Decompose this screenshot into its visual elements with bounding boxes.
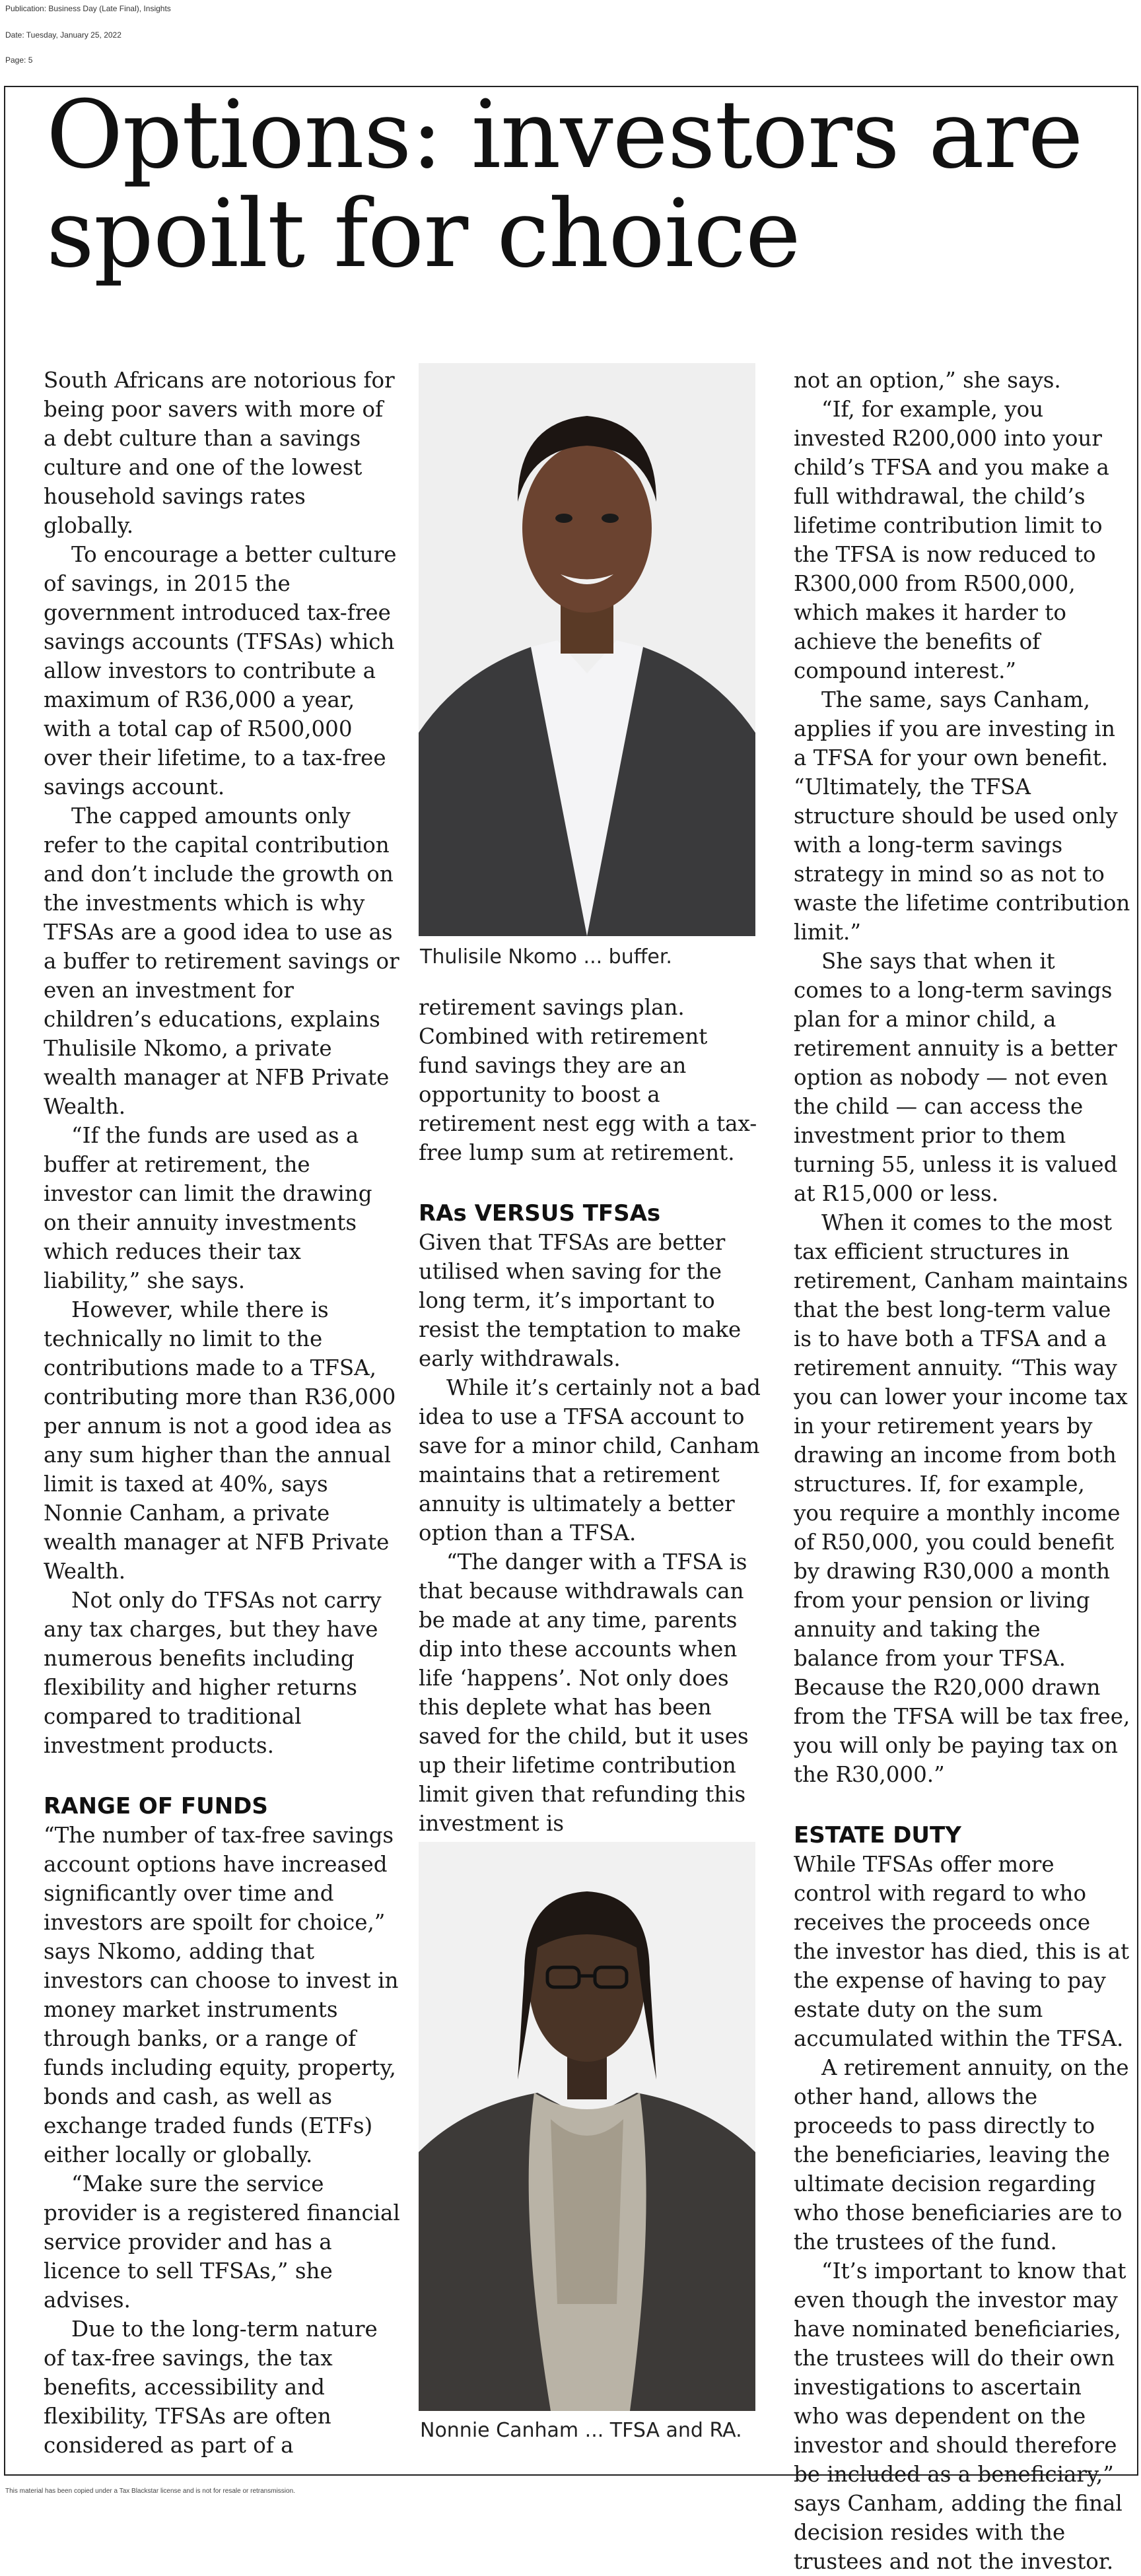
photo-thulisile-nkomo — [419, 363, 755, 936]
paragraph: While it’s certainly not a bad idea to use a TFSA account to save for a minor child, Canham maintains that a retirement annuity is ultimately a better option than a TFSA. — [419, 1375, 761, 1545]
article-column-2 — [419, 993, 762, 1838]
copyright-notice: This material has been copied under a Tax Blackstar license and is not for resale or retransmission. — [5, 2488, 295, 2495]
article-column-3 — [794, 366, 1130, 2576]
paragraph: Given that TFSAs are better utilised when saving for the long term, it’s important to resist the temptation to make early withdrawals. — [419, 1230, 742, 1371]
headline-line-2: spoilt for choice — [46, 180, 800, 288]
paragraph: retirement savings plan. Combined with retirement fund savings they are an opportunity to boost a retirement nest egg with a tax-free lump sum at retirement. — [419, 995, 757, 1165]
paragraph: She says that when it comes to a long-term savings plan for a minor child, a retirement annuity is a better option as nobody — not even the child — can access the investment prior to them turning 55, unless it is valued at R15,000 or less. — [794, 949, 1118, 1206]
paragraph: South Africans are notorious for being poor savers with more of a debt culture than a savings culture and one of the lowest household savings rates globally. — [44, 368, 395, 538]
paragraph: “The danger with a TFSA is that because withdrawals can be made at any time, parents dip into these accounts when life ‘happens’. Not only does this deplete what has been saved for the child, but it uses up their lifetime contribution limit given that refunding this investment is — [419, 1549, 749, 1836]
headline-line-1: Options: investors are — [46, 81, 1083, 189]
photo-caption-nkomo: Thulisile Nkomo ... buffer. — [420, 945, 672, 968]
paragraph: A retirement annuity, on the other hand, allows the proceeds to pass directly to the beneficiaries, leaving the ultimate decision regarding who those beneficiaries are to the trustees of the fund. — [794, 2055, 1129, 2254]
paragraph: To encourage a better culture of savings, in 2015 the government introduced tax-free savings accounts (TFSAs) which allow investors to contribute a maximum of R36,000 a year, with a total cap of R500,000 over their lifetime, to a tax-free savings account. — [44, 542, 397, 799]
subheading-range-of-funds: RANGE OF FUNDS — [44, 1793, 268, 1819]
paragraph: The capped amounts only refer to the capital contribution and don’t include the growth on the investments which is why TFSAs are a good idea to use as a buffer to retirement savings or even an investment for children’s educations, explains Thulisile Nkomo, a private wealth manager at NFB Private Wealth. — [44, 803, 399, 1119]
subheading-ras-versus-tfsas: RAs VERSUS TFSAs — [419, 1200, 661, 1227]
photo-caption-canham: Nonnie Canham ... TFSA and RA. — [420, 2419, 742, 2442]
page-label: Page: 5 — [5, 55, 33, 65]
publication-label: Publication: Business Day (Late Final), Insights — [5, 4, 171, 13]
photo-nonnie-canham — [419, 1842, 755, 2411]
article-column-1 — [44, 366, 400, 2460]
paragraph: When it comes to the most tax efficient structures in retirement, Canham maintains that the best long-term value is to have both a TFSA and a retirement annuity. “This way you can lower your income tax in your retirement years by drawing an income from both structures. If, for example, you require a monthly income of R50,000, you could benefit by drawing R30,000 a month from your pension or living annuity and taking the balance from your TFSA. Because the R20,000 drawn from the TFSA will be tax free, you will only be paying tax on the R30,000.” — [794, 1210, 1130, 1787]
paragraph: “The number of tax-free savings account options have increased significantly over time and investors are spoilt for choice,” says Nkomo, adding that investors can choose to invest in money market instruments through banks, or a range of funds including equity, property, bonds and cash, as well as exchange traded funds (ETFs) either locally or globally. — [44, 1823, 399, 2167]
article-headline — [46, 81, 1103, 288]
paragraph: “If, for example, you invested R200,000 into your child’s TFSA and you make a full withdrawal, the child’s lifetime contribution limit to the TFSA is now reduced to R300,000 from R500,000, which makes it harder to achieve the benefits of compound interest.” — [794, 397, 1109, 683]
paragraph: “It’s important to know that even though the investor may have nominated beneficiaries, the trustees will do their own investigations to ascertain who was dependent on the investor and should therefore be included as a beneficiary,” says Canham, adding the final decision resides with the trustees and not the investor. — [794, 2258, 1126, 2574]
date-label: Date: Tuesday, January 25, 2022 — [5, 30, 121, 40]
paragraph: While TFSAs offer more control with regard to who receives the proceeds once the investor has died, this is at the expense of having to pay estate duty on the sum accumulated within the TFSA. — [794, 1852, 1130, 2051]
paragraph: “If the funds are used as a buffer at retirement, the investor can limit the drawing on their annuity investments which reduces their tax liability,” she says. — [44, 1123, 372, 1293]
paragraph: Not only do TFSAs not carry any tax charges, but they have numerous benefits including flexibility and higher returns compared to traditional investment products. — [44, 1588, 382, 1758]
subheading-estate-duty: ESTATE DUTY — [794, 1822, 961, 1848]
paragraph: The same, says Canham, applies if you are investing in a TFSA for your own benefit. “Ultimately, the TFSA structure should be used only with a long-term savings strategy in mind so as not to waste the lifetime contribution limit.” — [794, 687, 1130, 945]
paragraph: not an option,” she says. — [794, 368, 1061, 393]
paragraph: However, while there is technically no limit to the contributions made to a TFSA, contributing more than R36,000 per annum is not a good idea as any sum higher than the annual limit is taxed at 40%, says Nonnie Canham, a private wealth manager at NFB Private Wealth. — [44, 1297, 396, 1584]
paragraph: Due to the long-term nature of tax-free savings, the tax benefits, accessibility and flexibility, TFSAs are often considered as part of a — [44, 2317, 378, 2458]
paragraph: “Make sure the service provider is a registered financial service provider and has a licence to sell TFSAs,” she advises. — [44, 2171, 400, 2313]
